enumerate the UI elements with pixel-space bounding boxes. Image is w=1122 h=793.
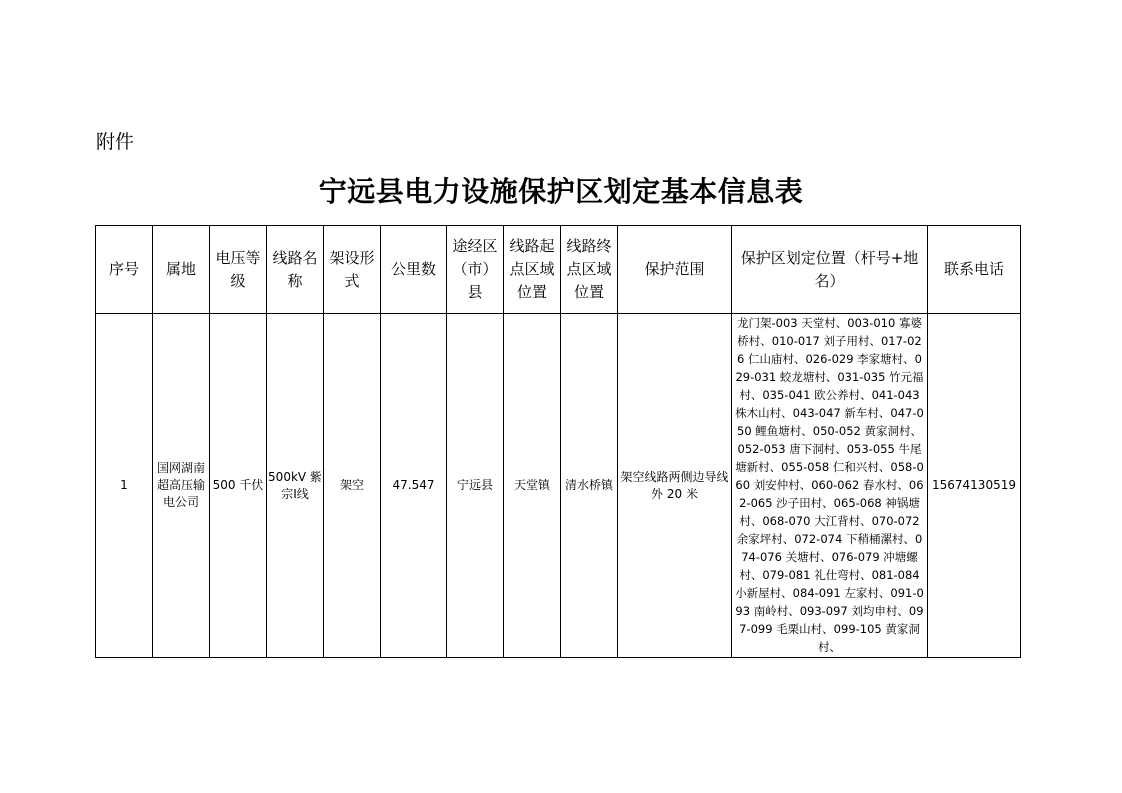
info-table (95, 225, 1021, 658)
header-end: 线路终点区域位置 (561, 226, 618, 314)
cell-start: 天堂镇 (504, 314, 561, 658)
cell-location (732, 314, 928, 658)
cell-protection-range: 架空线路两侧边导线外 20 米 (618, 314, 732, 658)
header-owner: 属地 (153, 226, 210, 314)
cell-county: 宁远县 (447, 314, 504, 658)
header-start: 线路起点区域位置 (504, 226, 561, 314)
header-line-name: 线路名称 (267, 226, 324, 314)
header-phone: 联系电话 (928, 226, 1021, 314)
cell-line-name: 500kV 紫宗Ⅰ线 (267, 314, 324, 658)
header-km: 公里数 (381, 226, 447, 314)
header-erection: 架设形式 (324, 226, 381, 314)
header-location: 保护区划定位置（杆号+地名） (732, 226, 928, 314)
cell-end: 清水桥镇 (561, 314, 618, 658)
cell-owner: 国网湖南超高压输电公司 (153, 314, 210, 658)
table-row (96, 314, 1021, 658)
table-header-row (96, 226, 1021, 314)
header-index: 序号 (96, 226, 153, 314)
header-voltage: 电压等级 (210, 226, 267, 314)
cell-index: 1 (96, 314, 153, 658)
attachment-label: 附件 (96, 131, 135, 153)
header-protection-range: 保护范围 (618, 226, 732, 314)
location-text: 龙门架-003 天堂村、003-010 寡婆桥村、010-017 刘子用村、017-026 仁山庙村、026-029 李家塘村、029-031 蛟龙塘村、031-035 竹元福村、035-041 欧公养村、041-043 株木山村、043-047 新车村、047-050 鲤鱼塘村、050-052 黄家洞村、052-053 唐下洞村、053-055 牛尾塘新村、055-058 仁和兴村、058-060 刘安仲村、060-062 春水村、062-065 沙子田村、065-068 神锅塘村、068-070 大江背村、070-072 余家坪村、072-074 下稍桶漯村、074-076 关塘村、076-079 冲塘螺村、079-081 礼仕弯村、081-084 小新屋村、084-091 左家村、091-093 南岭村、093-097 刘均申村、097-099 毛栗山村、099-105 黄家洞村、 (735, 316, 924, 654)
cell-phone: 15674130519 (928, 314, 1021, 658)
header-county: 途经区（市）县 (447, 226, 504, 314)
cell-km: 47.547 (381, 314, 447, 658)
cell-voltage: 500 千伏 (210, 314, 267, 658)
cell-erection: 架空 (324, 314, 381, 658)
document-title: 宁远县电力设施保护区划定基本信息表 (318, 175, 804, 208)
